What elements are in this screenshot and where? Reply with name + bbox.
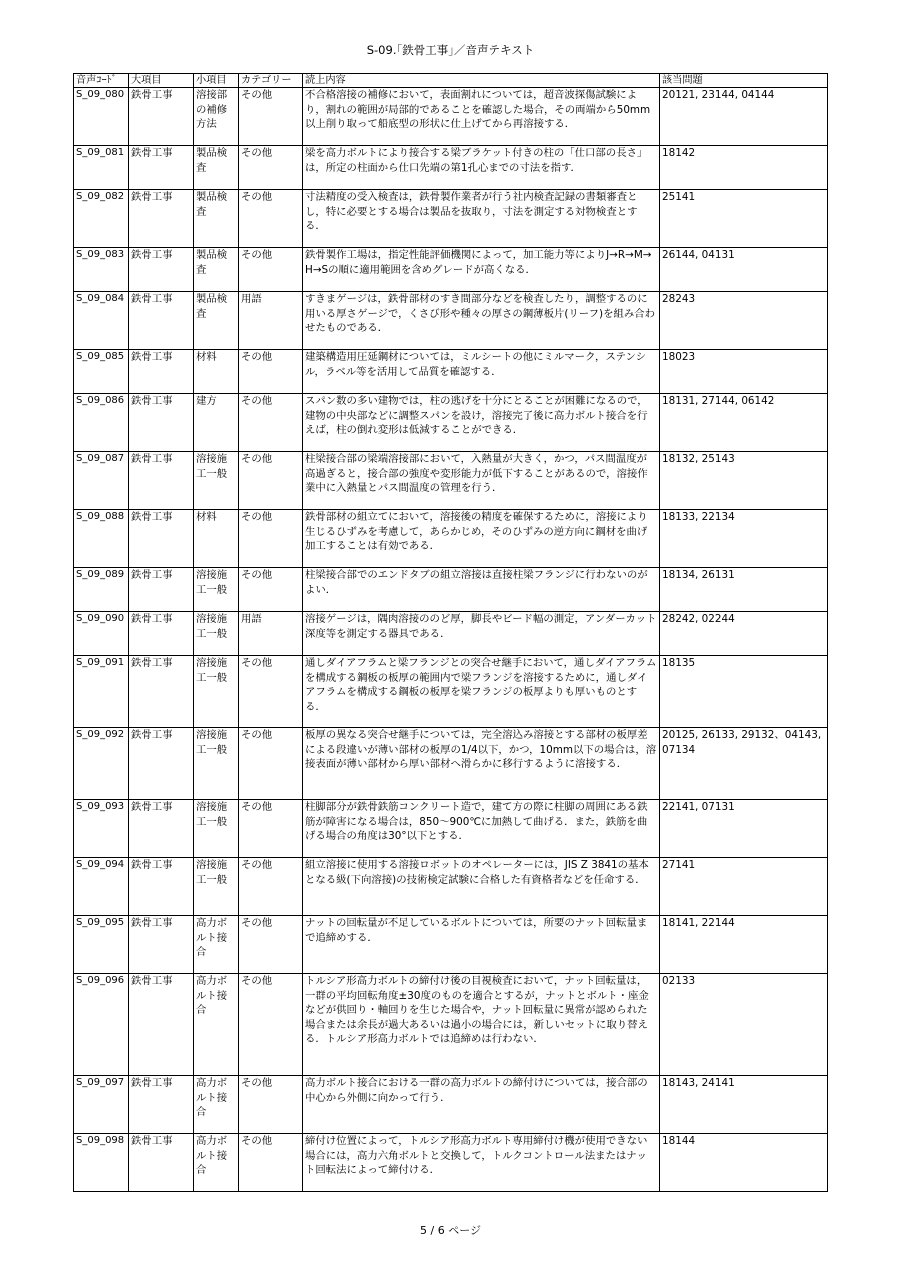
cell-minor: 材料	[194, 510, 239, 568]
cell-minor: 製品検査	[194, 146, 239, 190]
cell-questions: 26144, 04131	[660, 248, 828, 292]
cell-major: 鉄骨工事	[129, 394, 194, 452]
cell-category: その他	[239, 916, 303, 974]
cell-questions: 18143, 24141	[660, 1076, 828, 1134]
cell-text: 梁を高力ボルトにより接合する梁ブラケット付きの柱の「仕口部の長さ」は，所定の柱面から仕口先端の第1孔心までの寸法を指す．	[303, 146, 660, 190]
cell-minor: 溶接施工一般	[194, 452, 239, 510]
cell-questions: 18023	[660, 350, 828, 394]
cell-category: その他	[239, 568, 303, 612]
cell-text: 鉄骨製作工場は，指定性能評価機関によって，加工能力等によりJ→R→M→H→Sの順に適用範囲を含めグレードが高くなる．	[303, 248, 660, 292]
cell-text: スパン数の多い建物では，柱の逃げを十分にとることが困難になるので，建物の中央部などに調整スパンを設け，溶接完了後に高力ボルト接合を行えば，柱の倒れ変形は低減することができる．	[303, 394, 660, 452]
cell-minor: 溶接部の補修方法	[194, 88, 239, 146]
cell-questions: 18142	[660, 146, 828, 190]
table-row	[74, 190, 828, 248]
cell-code: S_09_094	[74, 858, 129, 916]
cell-text: 溶接ゲージは，隅肉溶接ののど厚，脚長やビード幅の測定，アンダーカット深度等を測定する器具である．	[303, 612, 660, 656]
cell-category: その他	[239, 350, 303, 394]
cell-code: S_09_081	[74, 146, 129, 190]
cell-questions: 25141	[660, 190, 828, 248]
cell-major: 鉄骨工事	[129, 612, 194, 656]
cell-category: その他	[239, 858, 303, 916]
cell-category: その他	[239, 88, 303, 146]
cell-category: その他	[239, 656, 303, 728]
cell-text: 不合格溶接の補修において，表面割れについては，超音波探傷試験により，割れの範囲が局部的であることを確認した場合，その両端から50mm以上削り取って船底型の形状に仕上げてから再溶接する．	[303, 88, 660, 146]
table-row	[74, 350, 828, 394]
cell-text: 柱脚部分が鉄骨鉄筋コンクリート造で，建て方の際に柱脚の周囲にある鉄筋が障害になる場合は，850～900℃に加熱して曲げる．また，鉄筋を曲げる場合の角度は30°以下とする．	[303, 800, 660, 858]
cell-category: その他	[239, 1076, 303, 1134]
cell-minor: 溶接施工一般	[194, 612, 239, 656]
cell-code: S_09_097	[74, 1076, 129, 1134]
cell-major: 鉄骨工事	[129, 800, 194, 858]
cell-major: 鉄骨工事	[129, 656, 194, 728]
cell-code: S_09_082	[74, 190, 129, 248]
cell-questions: 18134, 26131	[660, 568, 828, 612]
cell-code: S_09_085	[74, 350, 129, 394]
cell-minor: 建方	[194, 394, 239, 452]
cell-category: 用語	[239, 612, 303, 656]
cell-minor: 高力ボルト接合	[194, 1076, 239, 1134]
table-row	[74, 510, 828, 568]
table-row	[74, 974, 828, 1076]
cell-category: その他	[239, 800, 303, 858]
table-header-row	[74, 74, 828, 88]
table-row	[74, 394, 828, 452]
cell-category: その他	[239, 248, 303, 292]
cell-code: S_09_086	[74, 394, 129, 452]
cell-major: 鉄骨工事	[129, 88, 194, 146]
cell-major: 鉄骨工事	[129, 190, 194, 248]
header-questions: 該当問題	[660, 74, 828, 88]
cell-text: 建築構造用圧延鋼材については，ミルシートの他にミルマーク，ステンシル，ラベル等を活用して品質を確認する．	[303, 350, 660, 394]
cell-category: その他	[239, 394, 303, 452]
cell-minor: 製品検査	[194, 190, 239, 248]
header-major: 大項目	[129, 74, 194, 88]
table-row	[74, 1134, 828, 1192]
cell-code: S_09_092	[74, 728, 129, 800]
cell-minor: 高力ボルト接合	[194, 1134, 239, 1192]
cell-major: 鉄骨工事	[129, 1134, 194, 1192]
table-row	[74, 858, 828, 916]
cell-code: S_09_095	[74, 916, 129, 974]
table-body	[74, 88, 828, 1192]
cell-code: S_09_083	[74, 248, 129, 292]
cell-questions: 20125, 26133, 29132、04143, 07134	[660, 728, 828, 800]
cell-major: 鉄骨工事	[129, 292, 194, 350]
cell-text: 鉄骨部材の組立てにおいて，溶接後の精度を確保するために，溶接により生じるひずみを考慮して，あらかじめ，そのひずみの逆方向に鋼材を曲げ加工することは有効である．	[303, 510, 660, 568]
cell-minor: 高力ボルト接合	[194, 916, 239, 974]
cell-major: 鉄骨工事	[129, 568, 194, 612]
cell-major: 鉄骨工事	[129, 510, 194, 568]
cell-minor: 材料	[194, 350, 239, 394]
table-row	[74, 800, 828, 858]
cell-category: その他	[239, 510, 303, 568]
header-text: 読上内容	[303, 74, 660, 88]
table-row	[74, 612, 828, 656]
cell-code: S_09_093	[74, 800, 129, 858]
cell-minor: 溶接施工一般	[194, 656, 239, 728]
cell-text: 寸法精度の受入検査は，鉄骨製作業者が行う社内検査記録の書類審査とし，特に必要とする場合は製品を抜取り，寸法を測定する対物検査とする．	[303, 190, 660, 248]
cell-code: S_09_096	[74, 974, 129, 1076]
cell-category: その他	[239, 146, 303, 190]
cell-minor: 溶接施工一般	[194, 568, 239, 612]
cell-text: 高力ボルト接合における一群の高力ボルトの締付けについては，接合部の中心から外側に向かって行う．	[303, 1076, 660, 1134]
cell-minor: 製品検査	[194, 292, 239, 350]
cell-minor: 高力ボルト接合	[194, 974, 239, 1076]
cell-category: その他	[239, 190, 303, 248]
cell-text: トルシア形高力ボルトの締付け後の目視検査において，ナット回転量は，一群の平均回転角度±30度のものを適合とするが，ナットとボルト・座金などが供回り・軸回りを生じた場合や，ナット回転量に異常が認められた場合または余長が過大あるいは過小の場合には，新しいセットに取り替える．トルシア形高力ボルトでは追締めは行わない．	[303, 974, 660, 1076]
cell-major: 鉄骨工事	[129, 1076, 194, 1134]
cell-category: その他	[239, 452, 303, 510]
table-row	[74, 292, 828, 350]
cell-major: 鉄骨工事	[129, 248, 194, 292]
cell-text: ナットの回転量が不足しているボルトについては，所要のナット回転量まで追締めする．	[303, 916, 660, 974]
cell-text: すきまゲージは，鉄骨部材のすき間部分などを検査したり，調整するのに用いる厚さゲージで，くさび形や種々の厚さの鋼薄板片(リーフ)を組み合わせたものである．	[303, 292, 660, 350]
cell-questions: 18135	[660, 656, 828, 728]
cell-code: S_09_084	[74, 292, 129, 350]
cell-major: 鉄骨工事	[129, 916, 194, 974]
cell-code: S_09_098	[74, 1134, 129, 1192]
cell-text: 板厚の異なる突合せ継手については，完全溶込み溶接とする部材の板厚差による段違いが薄い部材の板厚の1/4以下，かつ，10mm以下の場合は，溶接表面が薄い部材から厚い部材へ滑らかに移行するように溶接する．	[303, 728, 660, 800]
cell-questions: 22141, 07131	[660, 800, 828, 858]
table-row	[74, 248, 828, 292]
cell-minor: 溶接施工一般	[194, 800, 239, 858]
page-number: 5 / 6 ページ	[420, 1224, 481, 1237]
cell-major: 鉄骨工事	[129, 728, 194, 800]
cell-code: S_09_088	[74, 510, 129, 568]
cell-questions: 28243	[660, 292, 828, 350]
cell-questions: 18132, 25143	[660, 452, 828, 510]
header-minor: 小項目	[194, 74, 239, 88]
cell-code: S_09_089	[74, 568, 129, 612]
cell-major: 鉄骨工事	[129, 452, 194, 510]
cell-text: 締付け位置によって，トルシア形高力ボルト専用締付け機が使用できない場合には，高力六角ボルトと交換して，トルクコントロール法またはナット回転法によって締付ける．	[303, 1134, 660, 1192]
table-row	[74, 728, 828, 800]
cell-code: S_09_090	[74, 612, 129, 656]
cell-category: その他	[239, 1134, 303, 1192]
cell-questions: 18144	[660, 1134, 828, 1192]
cell-minor: 溶接施工一般	[194, 858, 239, 916]
cell-questions: 27141	[660, 858, 828, 916]
table-row	[74, 568, 828, 612]
cell-major: 鉄骨工事	[129, 146, 194, 190]
cell-questions: 18133, 22134	[660, 510, 828, 568]
header-category: カテゴリー	[239, 74, 303, 88]
cell-major: 鉄骨工事	[129, 350, 194, 394]
voice-text-table	[73, 73, 828, 1192]
table-row	[74, 452, 828, 510]
table-row	[74, 656, 828, 728]
cell-questions: 18131, 27144, 06142	[660, 394, 828, 452]
cell-questions: 02133	[660, 974, 828, 1076]
header-code: 音声ｺｰﾄﾞ	[74, 74, 129, 88]
cell-text: 柱梁接合部の梁端溶接部において，入熱量が大きく，かつ，パス間温度が高過ぎると，接合部の強度や変形能力が低下することがあるので，溶接作業中に入熱量とパス間温度の管理を行う．	[303, 452, 660, 510]
cell-text: 柱梁接合部でのエンドタブの組立溶接は直接柱梁フランジに行わないのがよい．	[303, 568, 660, 612]
cell-major: 鉄骨工事	[129, 858, 194, 916]
cell-questions: 28242, 02244	[660, 612, 828, 656]
page-title: S-09.｢鉄骨工事｣／音声テキスト	[366, 43, 535, 57]
cell-category: その他	[239, 728, 303, 800]
table-row	[74, 1076, 828, 1134]
cell-category: 用語	[239, 292, 303, 350]
cell-major: 鉄骨工事	[129, 974, 194, 1076]
table-row	[74, 146, 828, 190]
cell-code: S_09_087	[74, 452, 129, 510]
cell-questions: 18141, 22144	[660, 916, 828, 974]
cell-text: 組立溶接に使用する溶接ロボットのオペレーターには，JIS Z 3841の基本となる級(下向溶接)の技術検定試験に合格した有資格者などを任命する．	[303, 858, 660, 916]
table-row	[74, 88, 828, 146]
cell-code: S_09_091	[74, 656, 129, 728]
cell-minor: 製品検査	[194, 248, 239, 292]
table-row	[74, 916, 828, 974]
cell-code: S_09_080	[74, 88, 129, 146]
cell-minor: 溶接施工一般	[194, 728, 239, 800]
cell-category: その他	[239, 974, 303, 1076]
cell-questions: 20121, 23144, 04144	[660, 88, 828, 146]
cell-text: 通しダイアフラムと梁フランジとの突合せ継手において，通しダイアフラムを構成する鋼板の板厚の範囲内で梁フランジを溶接するために，通しダイアフラムを構成する鋼板の板厚を梁フランジの板厚よりも厚いものとする．	[303, 656, 660, 728]
